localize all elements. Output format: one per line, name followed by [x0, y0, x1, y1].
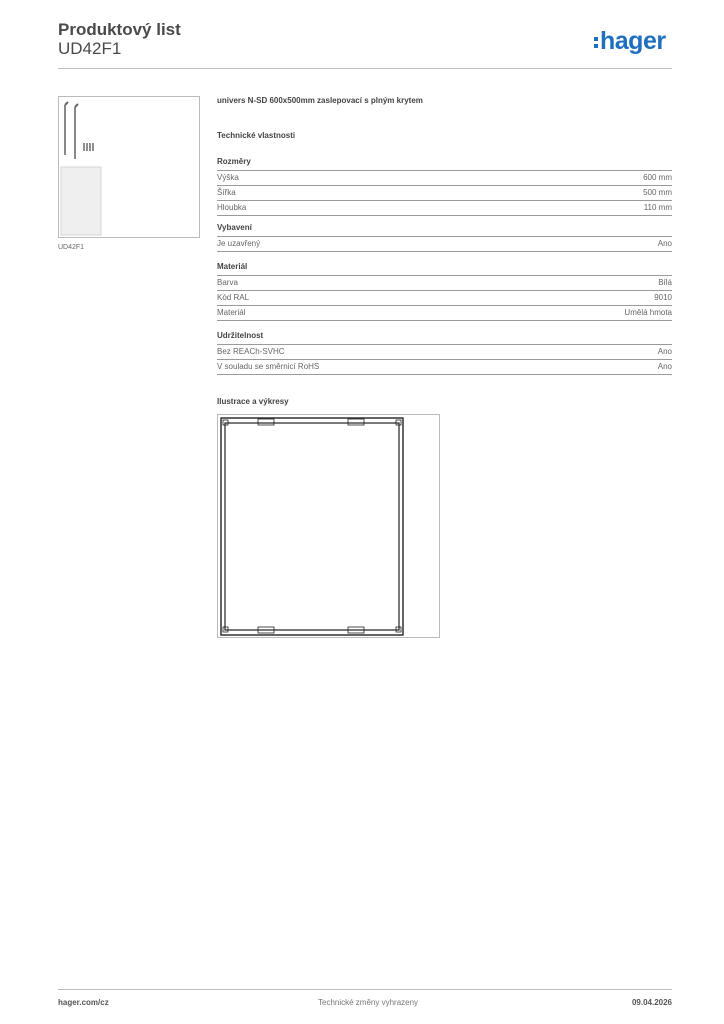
spec-section-title: Rozměry [217, 156, 672, 171]
spec-label: Barva [217, 278, 238, 287]
technical-drawing [217, 414, 440, 638]
spec-value: Umělá hmota [624, 308, 672, 317]
logo-wordmark: hager [600, 27, 666, 55]
product-image [58, 96, 200, 238]
spec-row [217, 186, 672, 201]
spec-row [217, 345, 672, 360]
spec-row [217, 306, 672, 321]
logo-dots-icon [594, 37, 598, 48]
spec-section-dimensions [217, 156, 672, 216]
spec-row [217, 291, 672, 306]
page-title: Produktový list [58, 20, 181, 39]
spec-label: Kód RAL [217, 293, 250, 302]
spec-label: Hloubka [217, 203, 247, 212]
footer-website-link[interactable]: hager.com/cz [58, 998, 109, 1007]
spec-row [217, 360, 672, 375]
spec-label: Výška [217, 173, 239, 182]
footer-divider [58, 989, 672, 990]
spec-value: 500 mm [643, 188, 672, 197]
spec-value: Ano [657, 347, 672, 356]
product-photo-icon [59, 97, 199, 237]
footer-note: Technické změny vyhrazeny [318, 998, 419, 1007]
spec-section-title: Vybavení [217, 222, 672, 237]
spec-row [217, 276, 672, 291]
spec-row [217, 237, 672, 252]
header-divider [58, 68, 672, 69]
spec-row [217, 201, 672, 216]
spec-label: V souladu se směrnicí RoHS [217, 362, 320, 371]
spec-label: Materiál [217, 308, 246, 317]
spec-value: 110 mm [643, 203, 672, 212]
spec-value: Ano [657, 362, 672, 371]
illustrations-title: Ilustrace a výkresy [217, 397, 289, 406]
spec-section-title: Udržitelnost [217, 330, 672, 345]
spec-section-title: Materiál [217, 261, 672, 276]
spec-section-sustainability [217, 330, 672, 375]
spec-value: Bílá [658, 278, 672, 287]
footer-date: 09.04.2026 [631, 998, 672, 1007]
spec-label: Je uzavřený [217, 239, 261, 248]
spec-value: 9010 [654, 293, 672, 302]
spec-value: Ano [657, 239, 672, 248]
specs-title: Technické vlastnosti [217, 131, 296, 140]
product-name: univers N-SD 600x500mm zaslepovací s plným krytem [217, 96, 423, 105]
spec-section-equipment [217, 222, 672, 252]
spec-value: 600 mm [643, 173, 672, 182]
spec-label: Bez REACh-SVHC [217, 347, 285, 356]
hager-logo [594, 28, 666, 54]
spec-section-material [217, 261, 672, 321]
product-image-caption: UD42F1 [58, 244, 85, 251]
spec-label: Šířka [217, 188, 236, 197]
product-code: UD42F1 [58, 39, 122, 58]
spec-row [217, 171, 672, 186]
panel-drawing-icon [218, 415, 439, 637]
